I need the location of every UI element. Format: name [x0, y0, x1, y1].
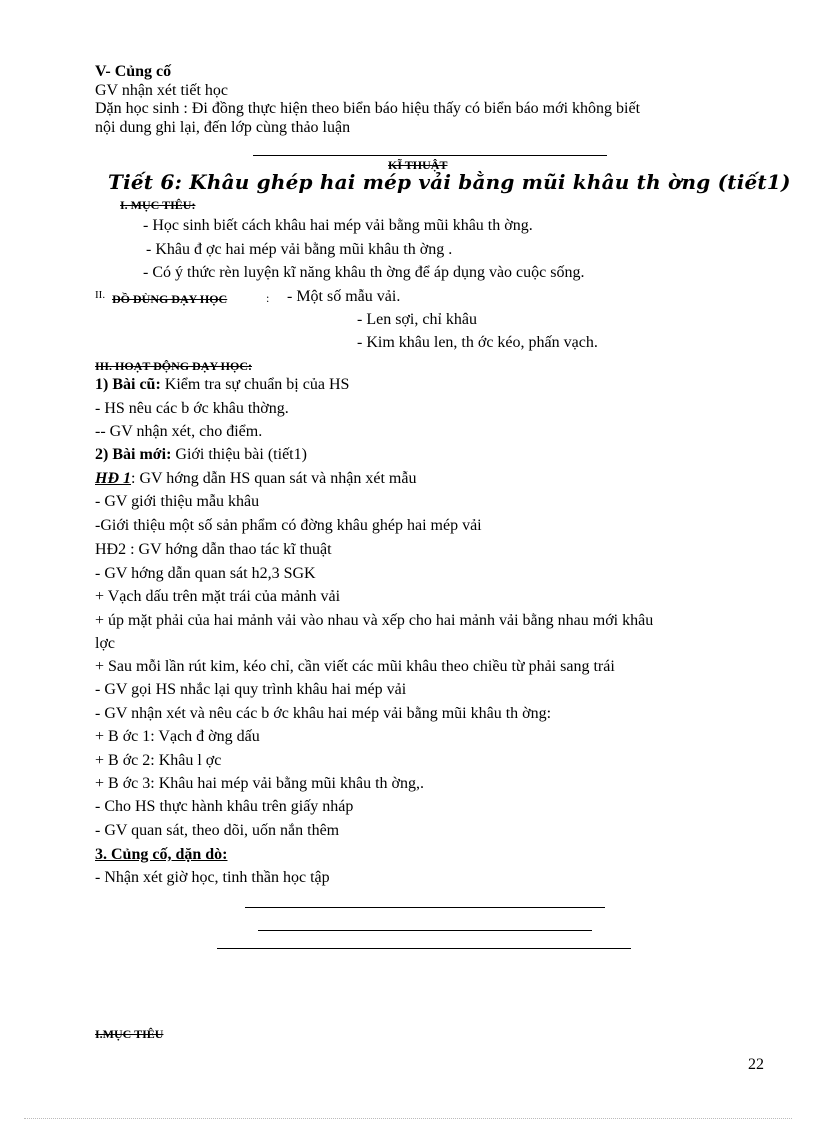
text-line: + Vạch dấu trên mặt trái của mảnh vải — [95, 588, 341, 605]
text-line: - GV giới thiệu mẫu khâu — [95, 493, 260, 510]
text-line — [95, 445, 307, 465]
text-line: -- GV nhận xét, cho điểm. — [95, 423, 263, 440]
divider — [217, 948, 631, 949]
materials-heading: ĐỒ DÙNG DẠY HỌC — [112, 292, 228, 306]
text-line: GV nhận xét tiết học — [95, 82, 229, 99]
footer-heading: I.MỤC TIÊU — [95, 1027, 164, 1041]
text-line: + B ớc 2: Khâu l ợc — [95, 752, 222, 769]
material-item: - Một số mẫu vải. — [287, 288, 401, 305]
colon: : — [266, 291, 270, 305]
activities-heading: III. HOẠT ĐỘNG DẠY HỌC: — [95, 359, 253, 373]
text-line: - GV gọi HS nhắc lại quy trình khâu hai mép vải — [95, 681, 407, 698]
section-number: II. — [95, 289, 106, 301]
text-line: - Cho HS thực hành khâu trên giấy nháp — [95, 798, 354, 815]
lesson-title: Tiết 6: Khâu ghép hai mép vải bằng mũi khâu th ờng (tiết1) — [108, 170, 791, 194]
new-lesson-label: 2) Bài mới: — [95, 446, 172, 463]
objective-item: - Khâu đ ợc hai mép vải bằng mũi khâu th ờng . — [146, 241, 453, 258]
consolidation-label: 3. Củng cố, dặn dò: — [95, 846, 228, 863]
divider — [245, 907, 605, 908]
objectives-heading: I. MỤC TIÊU: — [120, 198, 196, 212]
text-line: -Giới thiệu một số sản phẩm có đờng khâu ghép hai mép vải — [95, 517, 482, 534]
text-line: nội dung ghi lại, đến lớp cùng thảo luận — [95, 119, 351, 136]
text-line: HĐ2 : GV hớng dẫn thao tác kĩ thuật — [95, 541, 332, 558]
hd1-text: : GV hớng dẫn HS quan sát và nhận xét mẫu — [131, 470, 417, 487]
text-line: Dặn học sinh : Đi đồng thực hiện theo biển báo hiệu thấy có biển báo mới không biết — [95, 100, 641, 117]
material-item: - Len sợi, chỉ khâu — [357, 311, 477, 328]
subject-heading: KĨ THUẬT — [388, 158, 448, 172]
objective-item: - Học sinh biết cách khâu hai mép vải bằng mũi khâu th ờng. — [143, 217, 533, 234]
old-lesson-label: 1) Bài cũ: — [95, 376, 161, 393]
text-line: - Nhận xét giờ học, tinh thần học tập — [95, 869, 330, 886]
text-line: + B ớc 3: Khâu hai mép vải bằng mũi khâu th ờng,. — [95, 775, 424, 792]
text-line — [95, 375, 349, 395]
hd1-label: HĐ 1 — [95, 470, 131, 487]
text-line: + Sau mỗi lần rút kim, kéo chỉ, cần viết các mũi khâu theo chiều từ phải sang trái — [95, 658, 615, 675]
new-lesson-text: Giới thiệu bài (tiết1) — [171, 446, 307, 463]
text-line: - GV quan sát, theo dõi, uốn nắn thêm — [95, 822, 340, 839]
text-line: - GV nhận xét và nêu các b ớc khâu hai mép vải bằng mũi khâu th ờng: — [95, 705, 552, 722]
text-line: lợc — [95, 635, 116, 652]
text-line: - GV hớng dẫn quan sát h2,3 SGK — [95, 565, 316, 582]
text-line: + B ớc 1: Vạch đ ờng dấu — [95, 728, 260, 745]
material-item: - Kim khâu len, th ớc kéo, phấn vạch. — [357, 334, 598, 351]
text-line — [95, 469, 416, 489]
old-lesson-text: Kiểm tra sự chuẩn bị của HS — [160, 376, 350, 393]
page-number: 22 — [748, 1056, 764, 1073]
objective-item: - Có ý thức rèn luyện kĩ năng khâu th ờng để áp dụng vào cuộc sống. — [143, 264, 585, 281]
page-edge — [24, 1118, 792, 1119]
divider — [258, 930, 592, 931]
text-line: + úp mặt phải của hai mảnh vải vào nhau và xếp cho hai mảnh vải bằng nhau mới khâu — [95, 612, 654, 629]
section-heading: V- Củng cố — [95, 63, 172, 80]
text-line: - HS nêu các b ớc khâu thờng. — [95, 400, 289, 417]
consolidation-heading — [95, 845, 227, 865]
